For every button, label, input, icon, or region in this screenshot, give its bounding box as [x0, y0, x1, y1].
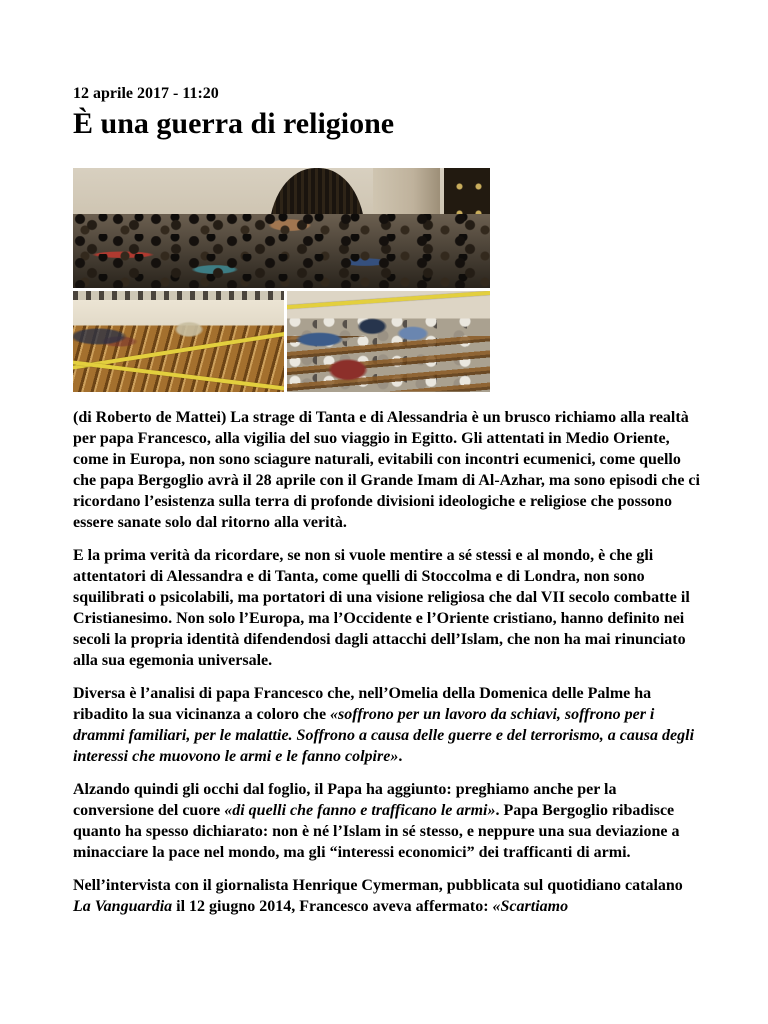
text-segment: Nell’intervista con il giornalista Henrique Cymerman, pubblicata sul quotidiano catalano — [73, 877, 683, 894]
text-segment-quote: «di quelli che fanno e trafficano le armi» — [224, 802, 496, 819]
text-segment-quote: «soffrono per un lavoro da schiavi, soffrono per i drammi familiari, per le malattie. Soffrono a causa delle guerre e del terrorismo, a causa degli interessi che muovono le armi e le fanno colpire» — [73, 706, 695, 765]
text-segment: . — [398, 748, 403, 765]
paragraph — [73, 875, 700, 917]
text-segment: . Papa Bergoglio ribadisce quanto ha spesso dichiarato: non è né l’Islam in sé stesso, e neppure una sua deviazione a minacciare la pace nel mondo, ma gli “interessi economici” dei trafficanti di armi. — [73, 802, 680, 861]
text-segment-publication: La Vanguardia — [73, 898, 173, 915]
paragraph — [73, 407, 700, 533]
date-line: 12 aprile 2017 - 11:20 — [73, 85, 219, 102]
text-segment: Diversa è l’analisi di papa Francesco che, nell’Omelia della Domenica delle Palme ha ribadito la sua vicinanza a coloro che — [73, 685, 652, 723]
text-segment: Alzando quindi gli occhi dal foglio, il Papa ha aggiunto: preghiamo anche per la conversione del cuore — [73, 781, 617, 819]
text-segment: il 12 giugno 2014, Francesco aveva affermato: — [172, 898, 493, 915]
caution-tape — [287, 291, 490, 310]
caution-tape — [73, 359, 284, 392]
text-segment: (di Roberto de Mattei) La strage di Tanta e di Alessandria è un brusco richiamo alla realtà per papa Francesco, alla vigilia del suo viaggio in Egitto. Gli attentati in Medio Oriente, come in Europa, non sono sciagure naturali, evitabili con incontri ecumenici, come quello che papa Bergoglio avrà il 28 aprile con il Grande Imam di Al-Azhar, ma sono episodi che ci ricordano l’esistenza sulla terra di profonde divisioni ideologiche e religiose che possono essere sanate solo dal ritorno alla verità. — [73, 409, 700, 531]
article-title: È una guerra di religione — [73, 107, 395, 140]
text-segment-quote: «Scartiamo — [492, 898, 569, 915]
paragraph — [73, 779, 700, 863]
crowd — [73, 214, 490, 288]
photo-church-interior-pews — [73, 291, 284, 392]
text-segment: E la prima verità da ricordare, se non si vuole mentire a sé stessi e al mondo, è che gli attentatori di Alessandra e di Tanta, come quelli di Stoccolma e di Londra, non sono squilibrati o psicolabili, ma portatori di una visione religiosa che dal VII secolo combatte il Cristianesimo. Non solo l’Europa, ma l’Occidente e l’Oriente cristiano, hanno definito nei secoli la propria identità difendendosi dagli attacchi dell’Islam, che non ha mai rinunciato alla sua egemonia universale. — [73, 547, 690, 669]
photo-cleanup-debris — [287, 291, 490, 392]
article-photo-collage — [73, 168, 490, 392]
photo-crowd-outside-church — [73, 168, 490, 288]
article-body — [73, 407, 700, 929]
paragraph — [73, 545, 700, 671]
paragraph — [73, 683, 700, 767]
